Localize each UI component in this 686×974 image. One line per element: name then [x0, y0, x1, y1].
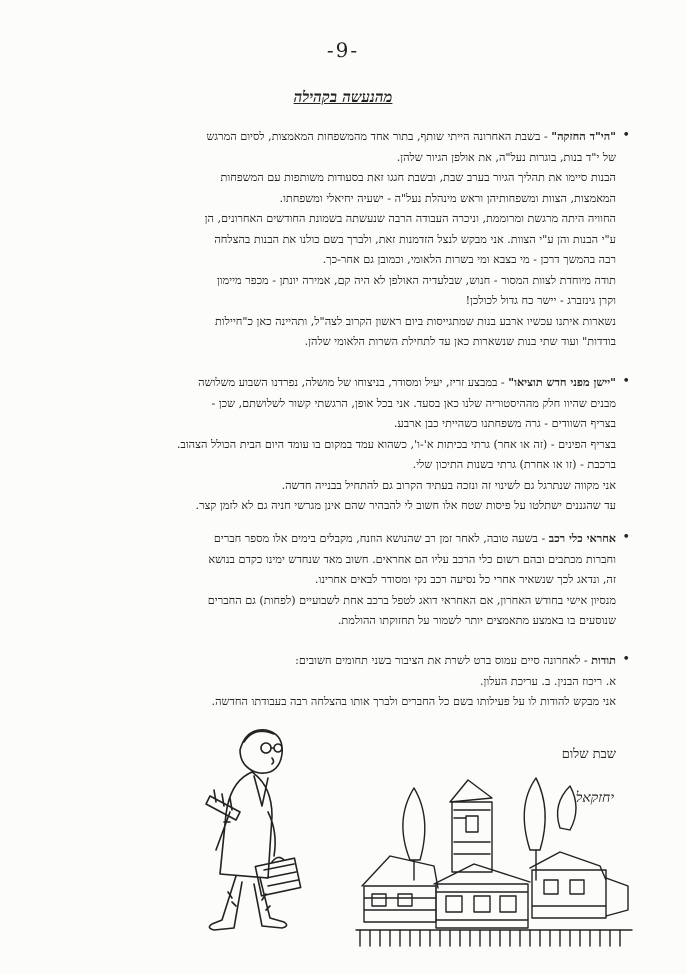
text-line	[56, 496, 616, 517]
text-line	[56, 394, 616, 415]
text-line	[56, 455, 616, 476]
bullet-icon: •	[622, 652, 630, 667]
village-illustration	[350, 758, 640, 948]
text-line	[56, 291, 616, 312]
line-text: תודה מיוחדת לצוות המסור - חנוש, שבלעדיה האולפן לא היה קם, אמירה יונתן - מכפר מיימון	[216, 273, 616, 287]
section-heading: "יישן מפני חדש תוציאו"	[508, 375, 616, 389]
text-line	[56, 271, 616, 292]
page-title: מהנעשה בקהילה	[293, 88, 393, 106]
bullet-icon: •	[622, 530, 630, 545]
text-line	[56, 692, 616, 713]
line-text: רבה בהמשך דרכן - מי בצבא ומי בשרות הלאומי, וכמובן גם אחר-כך.	[322, 253, 616, 266]
text-line	[56, 126, 616, 148]
line-text: בודדות" ועוד שתי בנות שנשארות כאן עד לתחילת השרות הלאומי שלהן.	[304, 335, 616, 348]
text-line	[56, 550, 616, 571]
greeting: שבת שלום	[561, 747, 616, 762]
text-line	[56, 168, 616, 189]
text-line	[56, 312, 616, 333]
text-line	[56, 591, 616, 612]
line-text: בצריף הפינים - (זה או אחר) גרתי בכיתות א'-ו', כשהוא עמד במקום בו עומד היום הבית הכולל הצהוב.	[176, 437, 616, 451]
text-line	[56, 250, 616, 271]
line-text: אני מבקש להודות לו על פעילותו בשם כל החברים ולברך אותו בהצלחה רבה בעבודתו החדשה.	[211, 695, 616, 708]
line-text: של י"ד בנות, בוגרות נעל"ה, את אולפן הגיור שלהן.	[396, 150, 616, 164]
text-line	[56, 332, 616, 353]
line-text: הבנות סיימו את תהליך הגיור בערב שבת, ובשבת חגגו זאת בסעודות משותפות עם המשפחות	[220, 171, 616, 184]
text-line	[56, 189, 616, 210]
page-number: -9-	[326, 38, 360, 62]
section-heading: אחראי כלי רכב	[548, 531, 616, 545]
line-text: וחברות מכתבים ובהם רשום כלי הרכב עליו הם אחראים. חשוב מאד שנחדש ימינו כקדם בנושא	[208, 552, 616, 566]
line-text: ברכבת - (זו או אחרת) גרתי בשנות התיכון שלי.	[412, 458, 616, 471]
line-text: נשארות איתנו עכשיו ארבע בנות שמתגייסות ביום ראשון הקרוב לצה"ל, ותהיינה כאן כ"חיילות	[214, 314, 616, 328]
text-line	[56, 611, 616, 632]
line-text: - בשבת האחרונה הייתי שותף, בתור אחד מהמשפחות המאמצות, לסיום המרגש	[206, 130, 552, 143]
section-thanks	[56, 650, 630, 713]
section-heading: תודות	[591, 653, 616, 667]
line-text: וקרן גינזברג - יישר כח גדול לכולכן!	[465, 294, 616, 307]
text-line	[56, 672, 616, 693]
text-line	[56, 230, 616, 251]
line-text: - בשעה טובה, לאחר זמן רב שהנושא הוזנח, מקבלים בימים אלו מספר חברים	[213, 532, 549, 545]
line-text: שנוסעים בו באמצע מתאמצים יותר לשמור על תחזוקתו ההולמת.	[337, 614, 616, 627]
text-line	[56, 209, 616, 230]
section-heading: "הי"ד החזקה"	[551, 129, 616, 143]
line-text: זה, ונדאג לכך שנשאיר אחרי כל נסיעה רכב נקי ומסודר לבאים אחרינו.	[314, 573, 616, 586]
text-line	[56, 414, 616, 435]
text-line	[56, 650, 616, 672]
section-old-buildings	[56, 372, 630, 517]
text-line	[56, 372, 616, 394]
text-line	[56, 570, 616, 591]
line-text: עד שהגננים ישתלטו על פיסות שטח אלו חשוב לי להבהיר שהם אינן מגרשי חניה גם לא לזמן קצר.	[195, 499, 616, 512]
bullet-icon: •	[622, 128, 630, 143]
signature: יחזקאל	[575, 790, 614, 806]
line-text: המאמצות, הצוות ומשפחותיהן וראש מינהלת נעל"ה - ישעיה יחיאלי ומשפחתו.	[279, 191, 616, 205]
line-text: אני מקווה שנתרגל גם לשינוי זה ונזכה בעתיד הקרוב גם להתחיל בבנייה חדשה.	[281, 478, 616, 492]
line-text: מנסיון אישי בחודש האחרון, אם האחראי דואג לטפל ברכב אחת לשבועיים (לפחות) גם החברים	[207, 593, 616, 607]
line-text: החוויה היתה מרגשת ומרוממת, וניכרה העבודה הרבה שנעשתה בשמונת החודשים האחרונים, הן	[204, 212, 616, 225]
text-line	[56, 435, 616, 456]
line-text: בצריף השוודים - גרה משפחתנו כשהייתי כבן ארבע.	[393, 417, 616, 430]
line-text: - לאחרונה סיים עמוס ברט לשרת את הציבור בשני תחומים חשובים:	[295, 654, 592, 667]
line-text: א. ריכוז הבנין. ב. עריכת העלון.	[479, 674, 616, 688]
section-strong-hand	[56, 126, 630, 353]
line-text: מבנים שהיוו חלק מההיסטוריה שלנו כאן בסעד. אני בכל אופן, הרגשתי קשור לשלושתם, שכן -	[211, 396, 616, 410]
text-line	[56, 476, 616, 497]
bullet-icon: •	[622, 374, 630, 389]
section-vehicle-managers	[56, 528, 630, 632]
text-line	[56, 148, 616, 169]
walking-man-illustration	[188, 712, 328, 944]
text-line	[56, 528, 616, 550]
line-text: ע"י הבנות והן ע"י הצוות. אני מבקש לנצל הזדמנות זאת, ולברך בשם כולנו את הבנות בהצלחה	[214, 232, 616, 246]
line-text: - במבצע זריז, יעיל ומסודר, בניצוחו של מושלה, נפרדנו השבוע משלושה	[198, 376, 509, 389]
